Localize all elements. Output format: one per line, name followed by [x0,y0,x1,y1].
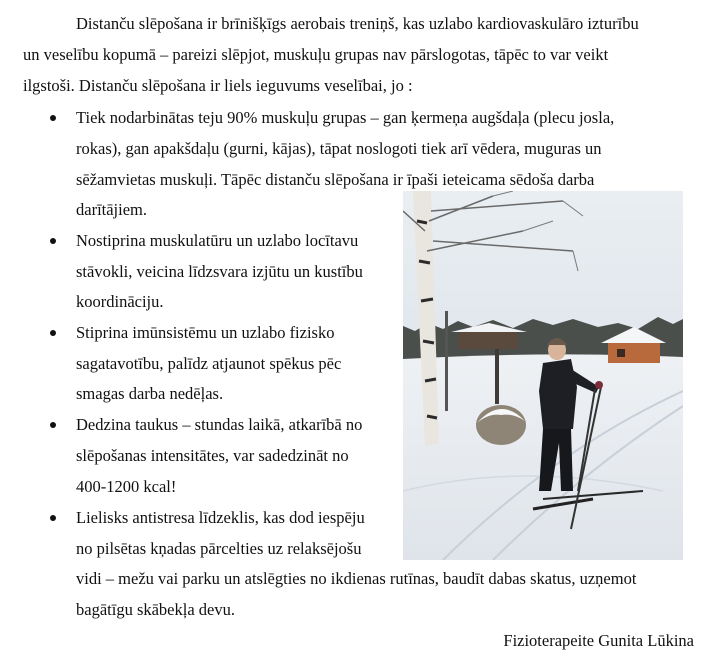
bullet-4-line-2: slēpošanas intensitātes, var sadedzināt no [76,446,349,465]
bullet-1-line-2: rokas), gan apakšdaļu (gurni, kājas), tāpat noslogoti tiek arī vēdera, muguras un [76,139,602,158]
bullet-2-line-1: Nostiprina muskulatūru un uzlabo locītavu [76,231,359,250]
bullet-5-line-2: no pilsētas kņadas pārcelties uz relaksējošu [76,539,362,558]
bullet-4-line-3: 400-1200 kcal! [76,477,177,496]
bullet-5-line-3: vidi – mežu vai parku un atslēgties no ikdienas rutīnas, baudīt dabas skatus, uzņemot [76,569,637,588]
bullet-dot [50,238,56,244]
bullet-5-line-1: Lielisks antistresa līdzeklis, kas dod iespēju [76,508,365,527]
bullet-dot [50,422,56,428]
bullet-1-line-1: Tiek nodarbinātas teju 90% muskuļu grupas – gan ķermeņa augšdaļa (plecu josla, [76,108,615,127]
bullet-1-line-3: sēžamvietas muskuļi. Tāpēc distanču slēpošana ir īpaši ieteicama sēdoša darba [76,170,595,189]
bullet-3-line-1: Stiprina imūnsistēmu un uzlabo fizisko [76,323,335,342]
bullet-3-line-2: sagatavotību, palīdz atjaunot spēkus pēc [76,354,342,373]
signature: Fizioterapeite Gunita Lūkina [503,631,694,650]
bullet-dot [50,115,56,121]
bullet-3-line-3: smagas darba nedēļas. [76,384,224,403]
bullet-dot [50,515,56,521]
skier-photo [403,191,683,560]
intro-line-2: un veselību kopumā – pareizi slēpjot, muskuļu grupas nav pārslogotas, tāpēc to var veikt [23,45,609,64]
bullet-dot [50,330,56,336]
bullet-1-line-4: darītājiem. [76,200,148,219]
intro-line-3: ilgstoši. Distanču slēpošana ir liels ieguvums veselībai, jo : [23,76,413,95]
bullet-2-line-2: stāvokli, veicina līdzsvara izjūtu un kustību [76,262,363,281]
bullet-2-line-3: koordināciju. [76,292,164,311]
intro-line-1: Distanču slēpošana ir brīnišķīgs aerobais treniņš, kas uzlabo kardiovaskulāro izturību [76,14,639,33]
bullet-5-line-4: bagātīgu skābekļa devu. [76,600,235,619]
bullet-4-line-1: Dedzina taukus – stundas laikā, atkarībā no [76,415,363,434]
